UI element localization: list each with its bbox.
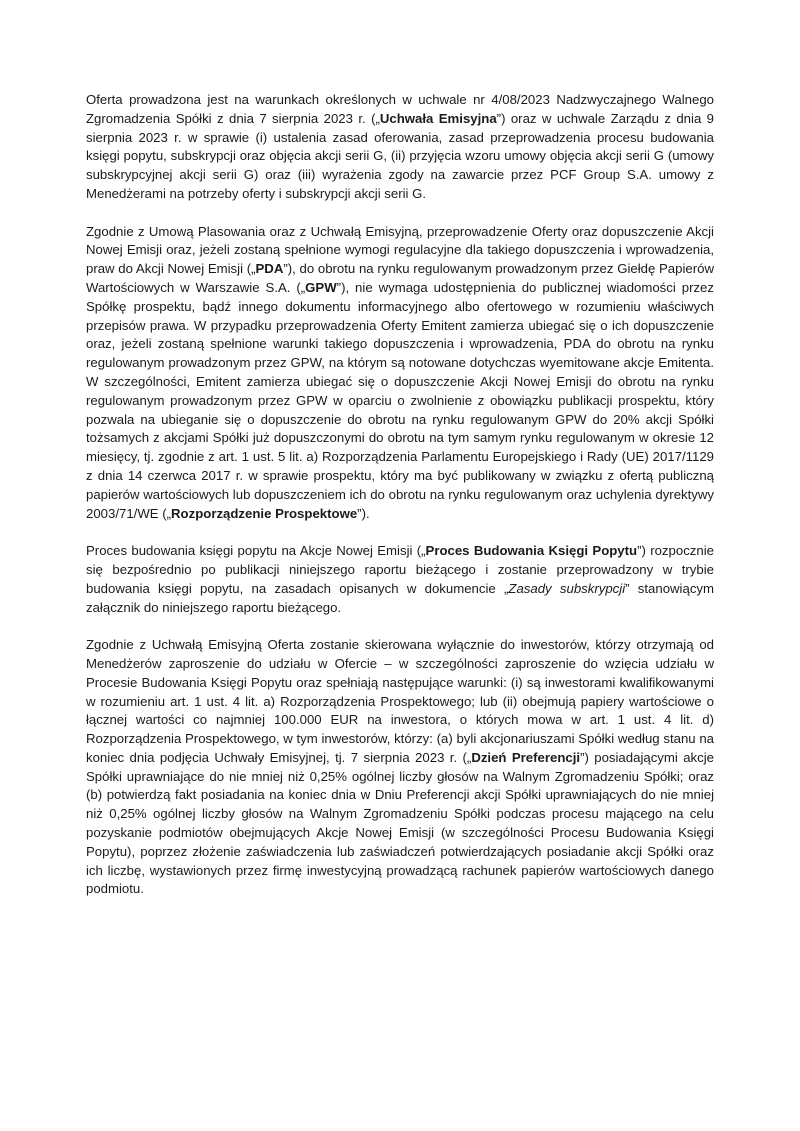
italic-document-name: Zasady subskrypcji (508, 580, 626, 596)
text-segment: Proces budowania księgi popytu na Akcje Nowej Emisji („ (86, 543, 426, 559)
text-segment: ”) oraz w uchwale Zarządu z dnia 9 sierpnia 2023 r. w sprawie (i) ustalenia zasad oferowania, zasad przeprowadzenia procesu budowania księgi popytu, subskrypcji oraz objęcia akcji serii G, (ii) przyjęcia wzoru umowy objęcia akcji serii G (umowy subskrypcyjnej akcji serii G) oraz (iii) wyrażenia zgody na zawarcie przez PCF Group S.A. umowy z Menedżerami na potrzeby oferty i subskrypcji akcji serii G. (86, 110, 715, 201)
text-segment: ” stanowiącym załącznik do niniejszego raportu bieżącego. (86, 580, 714, 615)
text-segment: Zgodnie z Umową Plasowania oraz z Uchwałą Emisyjną, przeprowadzenie Oferty oraz dopuszczenie Akcji Nowej Emisji oraz, jeżeli zostaną spełnione wymogi regulacyjne dla takiego dopuszczenia i wprowadzenia, praw do Akcji Nowej Emisji („ (86, 223, 714, 277)
defined-term-dzien-preferencji: Dzień Preferencji (471, 749, 581, 765)
para-bookbuilding-process (86, 542, 714, 617)
text-segment: ”) posiadającymi akcje Spółki uprawniające do nie mniej niż 0,25% ogólnej liczby głosów na Walnym Zgromadzeniu Spółki; oraz (b) potwierdzą fakt posiadania na koniec dnia w Dniu Preferencji akcji Spółki uprawniających do nie mniej niż 0,25% ogólnej liczby głosów na Walnym Zgromadzeniu Spółki podczas procesu mającego na celu pozyskanie podmiotów obejmujących Akcje Nowej Emisji (w szczególności Procesu Budowania Księgi Popytu), poprzez złożenie zaświadczenia lub zaświadczeń potwierdzających posiadanie akcji Spółki oraz ich liczbę, wystawionych przez firmę inwestycyjną prowadzącą rachunek papierów wartościowych danego podmiotu. (86, 749, 714, 897)
para-eligible-investors (86, 636, 714, 899)
text-segment: ”), nie wymaga udostępnienia do publicznej wiadomości przez Spółkę prospektu, bądź innego dokumentu informacyjnego albo ofertowego w rozumieniu właściwych przepisów prawa. W przypadku przeprowadzenia Oferty Emitent zamierza ubiegać się o ich dopuszczenie oraz, jeżeli zostaną spełnione warunki takiego dopuszczenia i wprowadzenia, PDA do obrotu na rynku regulowanym prowadzonym przez GPW, na którym są notowane dotychczas wyemitowane akcje Emitenta. W szczególności, Emitent zamierza ubiegać się o dopuszczenie Akcji Nowej Emisji do obrotu na rynku regulowanym prowadzonym przez GPW w oparciu o zwolnienie z obowiązku publikacji prospektu, który pozwala na ubieganie się o dopuszczenie do obrotu na rynku regulowanym GPW do 20% akcji Spółki tożsamych z akcjami Spółki już dopuszczonymi do obrotu na tym samym rynku regulowanym w okresie 12 miesięcy, tj. zgodnie z art. 1 ust. 5 lit. a) Rozporządzenia Parlamentu Europejskiego i Rady (UE) 2017/1129 z dnia 14 czerwca 2017 r. w sprawie prospektu, który ma być publikowany w związku z ofertą publiczną papierów wartościowych lub dopuszczeniem ich do obrotu na rynku regulowanym oraz uchylenia dyrektywy 2003/71/WE („ (86, 279, 714, 521)
text-segment: Oferta prowadzona jest na warunkach określonych w uchwale nr 4/08/2023 Nadzwyczajnego Walnego Zgromadzenia Spółki z dnia 7 sierpnia 2023 r. („ (86, 92, 714, 126)
text-segment: ”), do obrotu na rynku regulowanym prowadzonym przez Giełdę Papierów Wartościowych w Warszawie S.A. („ (86, 261, 714, 295)
text-segment: ”) rozpocznie się bezpośrednio po publikacji niniejszego raportu bieżącego i zostanie przeprowadzony w trybie budowania księgi popytu, na zasadach opisanych w dokumencie „ (86, 543, 714, 596)
para-admission-to-trading (86, 223, 714, 524)
defined-term-uchwala-emisyjna: Uchwała Emisyjna (379, 110, 497, 126)
defined-term-proces-budowania-ksiegi-popytu: Proces Budowania Księgi Popytu (425, 543, 638, 559)
text-segment: Zgodnie z Uchwałą Emisyjną Oferta zostanie skierowana wyłącznie do inwestorów, którzy otrzymają od Menedżerów zaproszenie do udziału w Ofercie – w szczególności zaproszenie do wzięcia udziału w Procesie Budowania Księgi Popytu oraz spełniają następujące warunki: (i) są inwestorami kwalifikowanymi w rozumieniu art. 1 ust. 4 lit. a) Rozporządzenia Prospektowego; lub (ii) obejmują papiery wartościowe o łącznej wartości co najmniej 100.000 EUR na inwestora, o których mowa w art. 1 ust. 4 lit. d) Rozporządzenia Prospektowego, w tym inwestorów, którzy: (a) byli akcjonariuszami Spółki według stanu na koniec dnia podjęcia Uchwały Emisyjnej, tj. 7 sierpnia 2023 r. („ (86, 637, 714, 765)
para-offer-terms (86, 91, 714, 204)
defined-term-pda: PDA (255, 261, 284, 277)
text-segment: ”). (357, 505, 370, 521)
defined-term-rozporzadzenie-prospektowe: Rozporządzenie Prospektowe (171, 505, 358, 521)
defined-term-gpw: GPW (305, 279, 337, 295)
